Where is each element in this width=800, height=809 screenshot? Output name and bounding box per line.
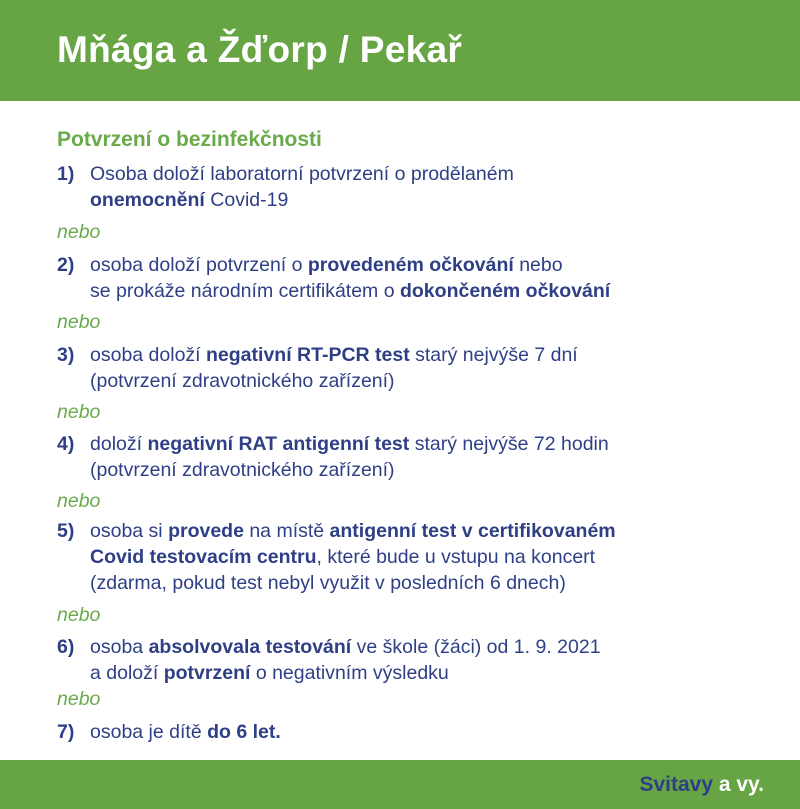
bold-text: negativní RAT antigenní test xyxy=(147,433,410,455)
text: osoba je dítě xyxy=(90,721,208,743)
list-item-1 xyxy=(57,161,797,213)
bold-text: onemocnění xyxy=(90,189,205,211)
separator-nebo: nebo xyxy=(57,221,101,243)
text: Covid-19 xyxy=(204,189,289,211)
item-line xyxy=(90,187,797,213)
text: (zdarma, pokud test nebyl využit v posledních 6 dnech) xyxy=(90,572,566,594)
footer-bar xyxy=(0,760,800,809)
separator-nebo: nebo xyxy=(57,311,101,333)
separator-nebo: nebo xyxy=(57,688,101,710)
list-item-7 xyxy=(57,719,797,745)
brand-part-1: Svitavy xyxy=(639,773,714,796)
text: osoba xyxy=(90,636,149,658)
text: na místě xyxy=(243,520,330,542)
bold-text: potvrzení xyxy=(163,662,251,684)
item-number: 7) xyxy=(57,721,75,743)
text: doloží xyxy=(90,433,148,455)
brand-part-2: a vy. xyxy=(713,773,764,796)
text: nebo xyxy=(513,254,563,276)
list-item-5 xyxy=(57,518,797,596)
separator-nebo: nebo xyxy=(57,490,101,512)
text: se prokáže národním certifikátem o xyxy=(90,280,400,302)
bold-text: antigenní test v certifikovaném xyxy=(329,520,616,542)
item-number: 2) xyxy=(57,254,75,276)
item-number: 1) xyxy=(57,163,75,185)
item-line xyxy=(90,278,797,304)
item-number: 5) xyxy=(57,520,75,542)
text: osoba si xyxy=(90,520,169,542)
list-item-2 xyxy=(57,252,797,304)
separator-nebo: nebo xyxy=(57,401,101,423)
bold-text: negativní RT-PCR test xyxy=(206,344,410,366)
item-line xyxy=(90,342,797,368)
item-number: 4) xyxy=(57,433,75,455)
separator-nebo: nebo xyxy=(57,604,101,626)
item-line xyxy=(90,161,797,187)
text: Osoba doloží laboratorní potvrzení o prodělaném xyxy=(90,163,514,185)
header-bar xyxy=(0,0,800,101)
section-title: Potvrzení o bezinfekčnosti xyxy=(57,128,322,151)
item-line xyxy=(90,660,797,686)
bold-text: Covid testovacím centru xyxy=(90,546,317,568)
text: starý nejvýše 7 dní xyxy=(409,344,578,366)
brand-logo xyxy=(639,773,764,797)
text: osoba doloží potvrzení o xyxy=(90,254,308,276)
list-item-3 xyxy=(57,342,797,394)
text: (potvrzení zdravotnického zařízení) xyxy=(90,459,395,481)
page-title: Mňága a Žďorp / Pekař xyxy=(57,29,463,70)
list-item-4 xyxy=(57,431,797,483)
item-number: 6) xyxy=(57,636,75,658)
text: , které bude u vstupu na koncert xyxy=(316,546,596,568)
text: starý nejvýše 72 hodin xyxy=(409,433,609,455)
bold-text: provede xyxy=(168,520,244,542)
text: a doloží xyxy=(90,662,164,684)
text: osoba doloží xyxy=(90,344,207,366)
item-line xyxy=(90,570,797,596)
item-line xyxy=(90,544,797,570)
item-line xyxy=(90,457,797,483)
item-line xyxy=(90,431,797,457)
bold-text: dokončeném očkování xyxy=(399,280,611,302)
bold-text: absolvovala testování xyxy=(148,636,352,658)
item-line xyxy=(90,518,797,544)
bold-text: provedeném očkování xyxy=(307,254,514,276)
item-line xyxy=(90,719,797,745)
list-item-6 xyxy=(57,634,797,686)
item-line xyxy=(90,634,797,660)
text: ve škole (žáci) od 1. 9. 2021 xyxy=(351,636,601,658)
item-line xyxy=(90,368,797,394)
item-line xyxy=(90,252,797,278)
item-number: 3) xyxy=(57,344,75,366)
text: o negativním výsledku xyxy=(250,662,449,684)
bold-text: do 6 let. xyxy=(207,721,281,743)
text: (potvrzení zdravotnického zařízení) xyxy=(90,370,395,392)
